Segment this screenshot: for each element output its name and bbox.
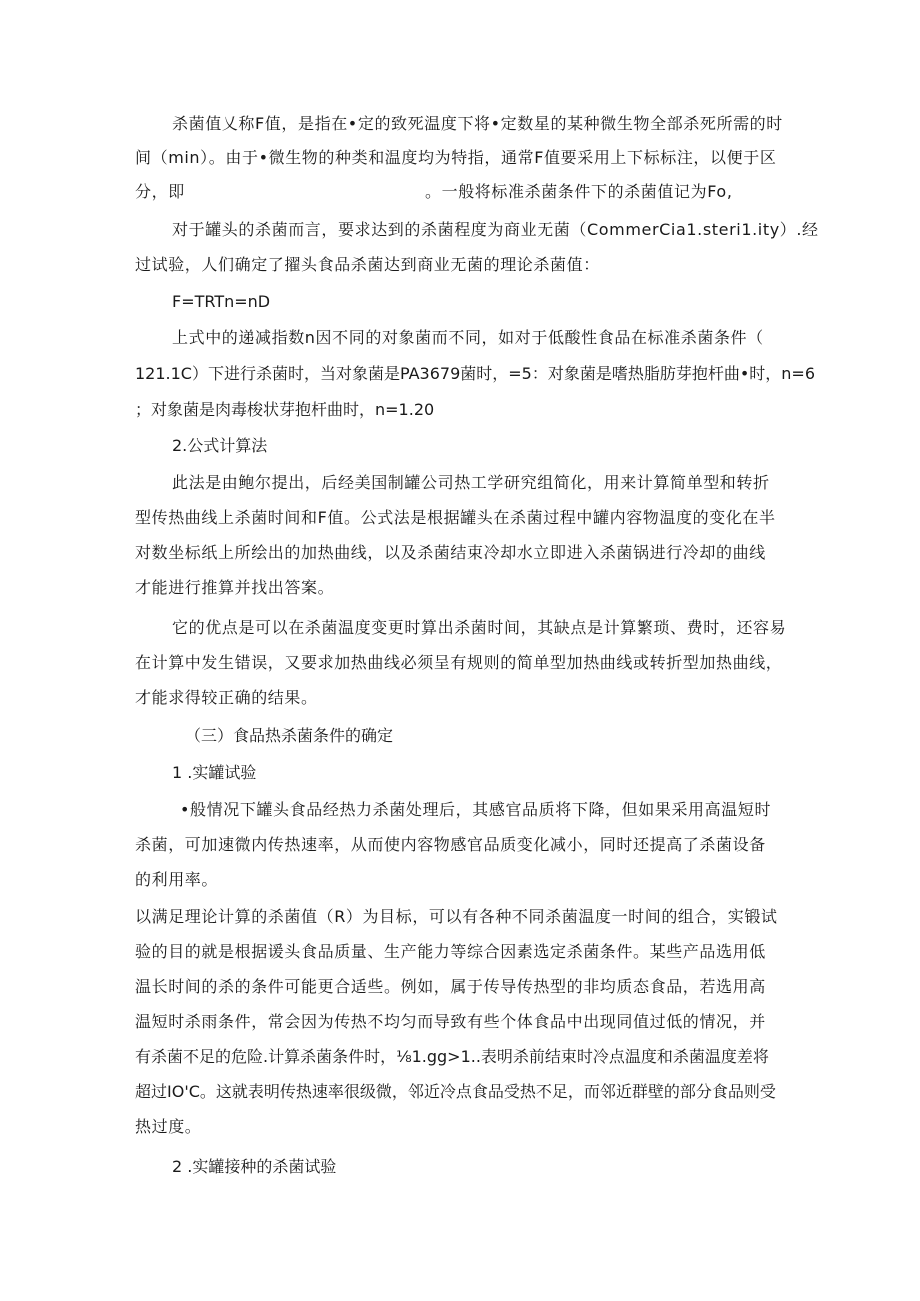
- text-line: ；对象菌是肉毒梭状芽抱杆曲时，n=1.20: [135, 400, 435, 419]
- text-line: 温长时间的杀的条件可能更合适些。例如，属于传导传热型的非均质态食品，若选用高: [135, 977, 766, 996]
- formula-line: F=TRTn=nD: [172, 292, 271, 311]
- text-line: 此法是由鲍尔提出，后经美国制罐公司热工学研究组简化，用来计算简单型和转折: [172, 473, 770, 492]
- section-heading: （三）食品热杀菌条件的确定: [185, 726, 394, 745]
- text-line: 在计算中发生错误，又要求加热曲线必须呈有规则的简单型加热曲线或转折型加热曲线，: [135, 653, 783, 672]
- text-line: 分，即: [135, 182, 185, 201]
- text-line: 。一般将标准杀菌条件下的杀菌值记为Fo,: [425, 182, 733, 201]
- subsection-heading: 2 .实罐接种的杀菌试验: [172, 1157, 337, 1176]
- text-line: 对于罐头的杀菌而言，要求达到的杀菌程度为商业无菌（CommerCia1.steri1.ity）.经: [172, 220, 819, 239]
- text-line: 121.1C）下进行杀菌时，当对象菌是PA3679菌时，=5：对象菌是嗜热脂肪芽抱杆曲•时，n=6: [135, 364, 816, 383]
- text-line: 杀菌，可加速微内传热速率，从而使内容物感官品质变化减小，同时还提高了杀菌设备: [135, 835, 766, 854]
- text-line: 验的目的就是根据谖头食品质量、生产能力等综合因素选定杀菌条件。某些产品选用低: [135, 942, 766, 961]
- subsection-heading: 1 .实罐试验: [172, 763, 257, 782]
- text-line: 的利用率。: [135, 870, 219, 889]
- text-line: 上式中的递减指数n因不同的对象菌而不同，如对于低酸性食品在标准杀菌条件（: [172, 328, 764, 347]
- text-line: 温短时杀雨条件，常会因为传热不均匀而导致有些个体食品中出现同值过低的情况，并: [135, 1012, 766, 1031]
- text-line: 它的优点是可以在杀菌温度变更时算出杀菌时间，其缺点是计算繁琐、费时，还容易: [172, 618, 787, 637]
- text-line: 以满足理论计算的杀菌值（R）为目标，可以有各种不同杀菌温度一时间的组合，实锻试: [135, 907, 778, 926]
- text-line: 型传热曲线上杀菌时间和F值。公式法是根据罐头在杀菌过程中罐内容物温度的变化在半: [135, 508, 776, 527]
- text-line: 间（min）。由于•微生物的种类和温度均为特指，通常F值要采用上下标标注，以便于区: [135, 148, 777, 167]
- text-line: 对数坐标纸上所绘出的加热曲线，以及杀菌结束冷却水立即进入杀菌锅进行冷却的曲线: [135, 543, 766, 562]
- text-line: 杀菌值乂称F值，是指在•定的致死温度下将•定数星的某种微生物全部杀死所需的时: [172, 114, 783, 133]
- text-line: 才能进行推算并找出答案。: [135, 578, 335, 597]
- section-heading: 2.公式计算法: [172, 436, 268, 455]
- text-line: 超过IO'C。这就表明传热速率很级微，邻近冷点食品受热不足，而邻近群壁的部分食品则受: [135, 1082, 776, 1101]
- text-line: 才能求得较正确的结果。: [135, 688, 318, 707]
- text-line: 过试验，人们确定了擢头食品杀菌达到商业无菌的理论杀菌值：: [135, 255, 600, 274]
- text-line: 热过度。: [135, 1117, 202, 1136]
- text-line: 有杀菌不足的危险.计算杀菌条件时，⅛1.gg>1..表明杀前结束时冷点温度和杀菌温度差将: [135, 1047, 769, 1066]
- text-line: •般情况下罐头食品经热力杀菌处理后，其感官品质将下降，但如果采用高温短时: [180, 800, 772, 819]
